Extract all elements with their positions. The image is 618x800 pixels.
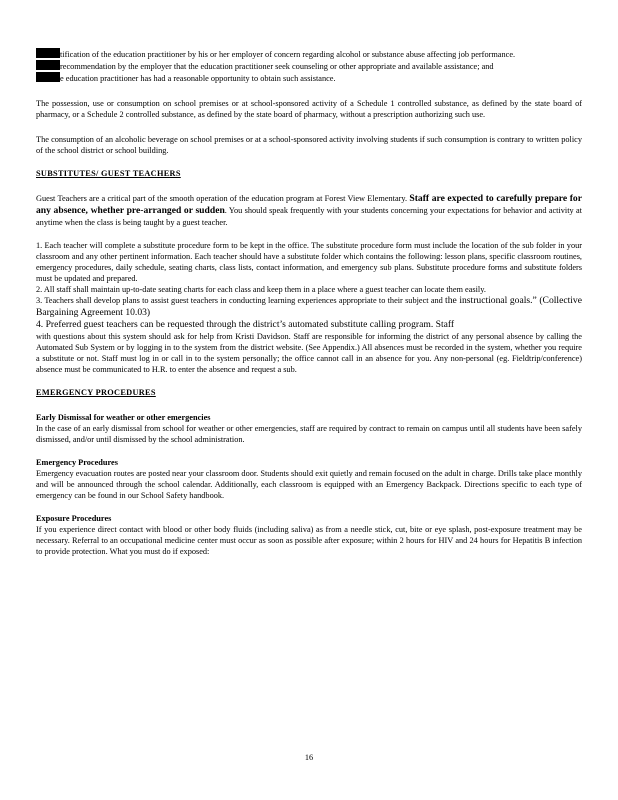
- document-page: [36, 48, 582, 557]
- list-item-2: 2. All staff shall maintain up-to-date seating charts for each class and keep them in a place where a guest teacher can locate them easily.: [36, 285, 486, 294]
- list-item-3: 3. Teachers shall develop plans to assist guest teachers in conducting learning experiences appropriate to their subject and the instructional goals.” (Collective Bargaining Agreement 10.03): [36, 295, 582, 318]
- guest-bold-text: Staff are expected to carefully prepare for any absence, whether pre-arranged or sudden: [36, 193, 582, 216]
- redaction-block: [36, 72, 60, 82]
- intro-line-2: recommendation by the employer that the education practitioner seek counseling or other appropriate and available assistance; and: [36, 60, 582, 72]
- list-item-4-lead: 4. Preferred guest teachers can be requested through the district’s automated substitute calling program. Staff: [36, 319, 455, 330]
- emergency-procedures-text: Emergency evacuation routes are posted near your classroom door. Students should exit quietly and remain focused on the adult in charge. Drills take place monthly and will be announced through the school calendar. Additionally, each classroom is equipped with an Emergency Backpack. Directions specific to each type of emergency can be found in our School Safety handbook.: [36, 469, 582, 500]
- page-number: 16: [304, 753, 314, 762]
- substitutes-heading: SUBSTITUTES/ GUEST TEACHERS: [36, 169, 181, 178]
- early-dismissal-title: Early Dismissal for weather or other emergencies: [36, 413, 211, 422]
- redaction-block: [36, 48, 60, 58]
- emergency-procedures-title: Emergency Procedures: [36, 458, 118, 467]
- redaction-block: [36, 60, 60, 70]
- possession-paragraph: The possession, use or consumption on school premises or at school-sponsored activity of a Schedule 1 controlled substance, as defined by the state board of pharmacy, or a Schedule 2 controlled substance, as defined by the state board of pharmacy, without a prescription authorizing such use.: [36, 99, 582, 119]
- alcohol-paragraph: The consumption of an alcoholic beverage on school premises or at a school-sponsored activity involving students if such consumption is contrary to written policy of the school district or school building.: [36, 135, 582, 155]
- guest-teachers-paragraph: Guest Teachers are a critical part of the smooth operation of the education program at Forest View Elementary. Staff are expected to carefully prepare for any absence, whether pre-arranged or sudden. You should speak frequently with your students concerning your expectations for behavior and activity at anytime when the class is being taught by a guest teacher.: [36, 193, 582, 227]
- intro-line-3: e education practitioner has had a reasonable opportunity to obtain such assistance.: [36, 72, 582, 84]
- exposure-procedures-text: If you experience direct contact with blood or other body fluids (including saliva) as from a needle stick, cut, bite or eye splash, post-exposure treatment may be necessary. Referral to an occupational medicine center must occur as soon as possible after exposure; within 2 hours for HIV and 24 hours for Hepatitis B infection to provide protection. What you must do if exposed:: [36, 525, 582, 556]
- list-item-1: 1. Each teacher will complete a substitute procedure form to be kept in the office. The substitute procedure form must include the location of the sub folder in your classroom and any other pertinent information. Each teacher should have a substitute folder which contains the following: lesson plans, specific classroom routines, emergency procedures, daily schedule, seating charts, class lists, contact information, and emergency sub plans. Substitute procedure forms and substitute folders must be updated and prepared.: [36, 241, 582, 283]
- list-item-4-rest: with questions about this system should ask for help from Kristi Davidson. Staff are responsible for informing the district of any personal absence by calling the Automated Sub System or by logging in to the system from the district website. (See Appendix.) All absences must be recorded in the system, whether you require a substitute or not. Staff must log in or call in to the system personally; the office cannot call in an absence for you. Any non-personal (eg. Fieldtrip/conference) absence must be communicated to H.R. to enter the absence and request a sub.: [36, 332, 582, 374]
- exposure-procedures-title: Exposure Procedures: [36, 514, 112, 523]
- early-dismissal-text: In the case of an early dismissal from school for weather or other emergencies, staff are required by contract to remain on campus until all students have been safely dismissed, and/or until dismissed by the school administration.: [36, 424, 582, 444]
- emergency-heading: EMERGENCY PROCEDURES: [36, 388, 156, 397]
- intro-line-1: tification of the education practitioner by his or her employer of concern regarding alcohol or substance abuse affecting job performance.: [36, 48, 582, 60]
